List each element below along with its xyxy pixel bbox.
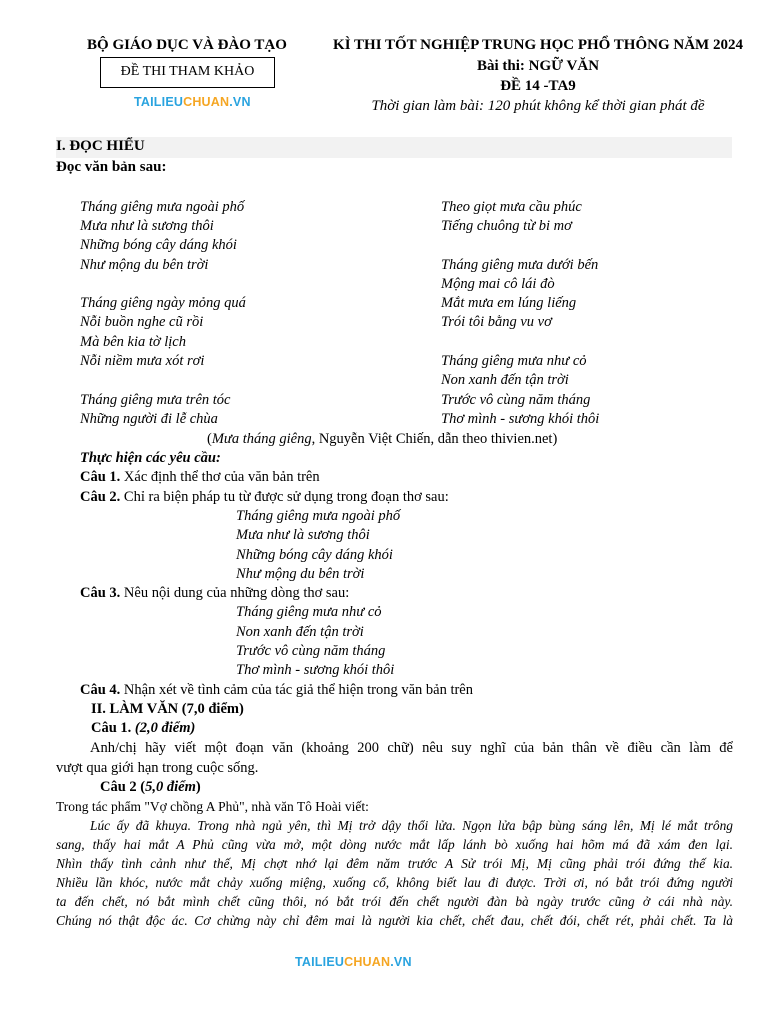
poem-line: Mưa như là sương thôi xyxy=(80,218,214,234)
reference-exam-box: ĐỀ THI THAM KHẢO xyxy=(100,57,275,88)
excerpt-line: Non xanh đến tận trời xyxy=(236,624,364,640)
poem-line: Nỗi niềm mưa xót rơi xyxy=(80,353,205,369)
excerpt-line: Những bóng cây dáng khói xyxy=(236,547,393,563)
poem-line: Tháng giêng mưa trên tóc xyxy=(80,392,231,408)
passage-line: Nhìn thấy tình cảnh như thế, Mị chợt nhớ lại đêm năm trước A Sử trói Mị, Mị cũng phải trói đứng thế kia. xyxy=(56,856,733,871)
poem-line: Nỗi buồn nghe cũ rồi xyxy=(80,314,204,330)
poem-line: Mà bên kia tờ lịch xyxy=(80,334,186,350)
poem-line: Theo giọt mưa cầu phúc xyxy=(441,199,582,215)
passage-line: Nhiều lần khóc, nước mắt chảy xuống miệng, xuống cổ, không biết lau đi được. Trời ơi, nó bắt trói đứng người xyxy=(56,875,733,890)
poem-line: Tháng giêng mưa dưới bến xyxy=(441,257,599,273)
essay-prompt-line: vượt qua giới hạn trong cuộc sống. xyxy=(56,760,259,776)
essay-question-2: Câu 2 (5,0 điểm) xyxy=(100,779,201,795)
excerpt-line: Mưa như là sương thôi xyxy=(236,527,370,543)
passage-line: ta đến chết, nó bắt mình chết cũng thôi, nó bắt trói đến chết người đàn bà ngày trước cũng ở cái nhà này. xyxy=(56,894,733,909)
poem-line: Những bóng cây dáng khói xyxy=(80,237,237,253)
passage-line: Chúng nó thật độc ác. Cơ chừng này chỉ đêm mai là người kia chết, chết đau, chết đói, chết rét, phải chết. Ta là xyxy=(56,913,733,928)
poem-line: Non xanh đến tận trời xyxy=(441,372,569,388)
exam-time: Thời gian làm bài: 120 phút không kể thời gian phát đề xyxy=(371,98,705,114)
excerpt-line: Tháng giêng mưa như cỏ xyxy=(236,604,382,620)
poem-line: Tháng giêng mưa như cỏ xyxy=(441,353,587,369)
question-4: Câu 4. Nhận xét về tình cảm của tác giả thể hiện trong văn bản trên xyxy=(80,682,473,698)
poem-line: Trước vô cùng năm tháng xyxy=(441,392,591,408)
read-instruction: Đọc văn bản sau: xyxy=(56,159,167,175)
poem-source: (Mưa tháng giêng, Nguyễn Việt Chiến, dẫn theo thivien.net) xyxy=(207,431,558,447)
site-logo: TAILIEUCHUAN.VN xyxy=(134,95,251,109)
passage-line: Lúc ấy đã khuya. Trong nhà ngủ yên, thì Mị trở dậy thổi lửa. Ngọn lửa bập bùng sáng lên, Mị lé mắt trông xyxy=(90,818,733,833)
poem-line: Tháng giêng mưa ngoài phố xyxy=(80,199,245,215)
passage-intro: Trong tác phẩm "Vợ chồng A Phủ", nhà văn Tô Hoài viết: xyxy=(56,799,369,814)
section-band xyxy=(56,137,732,158)
question-2: Câu 2. Chỉ ra biện pháp tu từ được sử dụng trong đoạn thơ sau: xyxy=(80,489,449,505)
ministry-name: BỘ GIÁO DỤC VÀ ĐÀO TẠO xyxy=(87,37,287,53)
question-3: Câu 3. Nêu nội dung của những dòng thơ sau: xyxy=(80,585,350,601)
poem-line: Trói tôi bằng vu vơ xyxy=(441,314,552,330)
passage-line: sang, thấy hai mắt A Phủ cũng vừa mở, một dòng nước mắt lấp lánh bò xuống hai hõm má đã xám đen lại. xyxy=(56,837,733,852)
essay-prompt-line: Anh/chị hãy viết một đoạn văn (khoảng 200 chữ) nêu suy nghĩ của bản thân về điều cần làm để xyxy=(90,740,733,756)
poem-line: Tháng giêng ngày mỏng quá xyxy=(80,295,246,311)
poem-line: Những người đi lễ chùa xyxy=(80,411,218,427)
poem-line: Tiếng chuông từ bi mơ xyxy=(441,218,572,234)
footer-logo: TAILIEUCHUAN.VN xyxy=(295,955,412,969)
poem-line: Thơ mình - sương khói thôi xyxy=(441,411,600,427)
requirements-heading: Thực hiện các yêu cầu: xyxy=(80,450,221,466)
poem-line: Như mộng du bên trời xyxy=(80,257,209,273)
poem-line: Mộng mai cô lái đò xyxy=(441,276,555,292)
question-1: Câu 1. Xác định thể thơ của văn bản trên xyxy=(80,469,320,485)
section2-heading: II. LÀM VĂN (7,0 điểm) xyxy=(91,701,244,717)
excerpt-line: Thơ mình - sương khói thôi xyxy=(236,662,395,678)
essay-question-1: Câu 1. (2,0 điểm) xyxy=(91,720,196,736)
section1-heading: I. ĐỌC HIỂU xyxy=(56,138,145,154)
poem-line: Mắt mưa em lúng liếng xyxy=(441,295,577,311)
exam-title: KÌ THI TỐT NGHIỆP TRUNG HỌC PHỔ THÔNG NĂM 2024 xyxy=(333,37,743,53)
exam-code: ĐỀ 14 -TA9 xyxy=(500,78,576,94)
excerpt-line: Trước vô cùng năm tháng xyxy=(236,643,386,659)
excerpt-line: Như mộng du bên trời xyxy=(236,566,365,582)
exam-subject: Bài thi: NGỮ VĂN xyxy=(476,58,600,74)
excerpt-line: Tháng giêng mưa ngoài phố xyxy=(236,508,401,524)
